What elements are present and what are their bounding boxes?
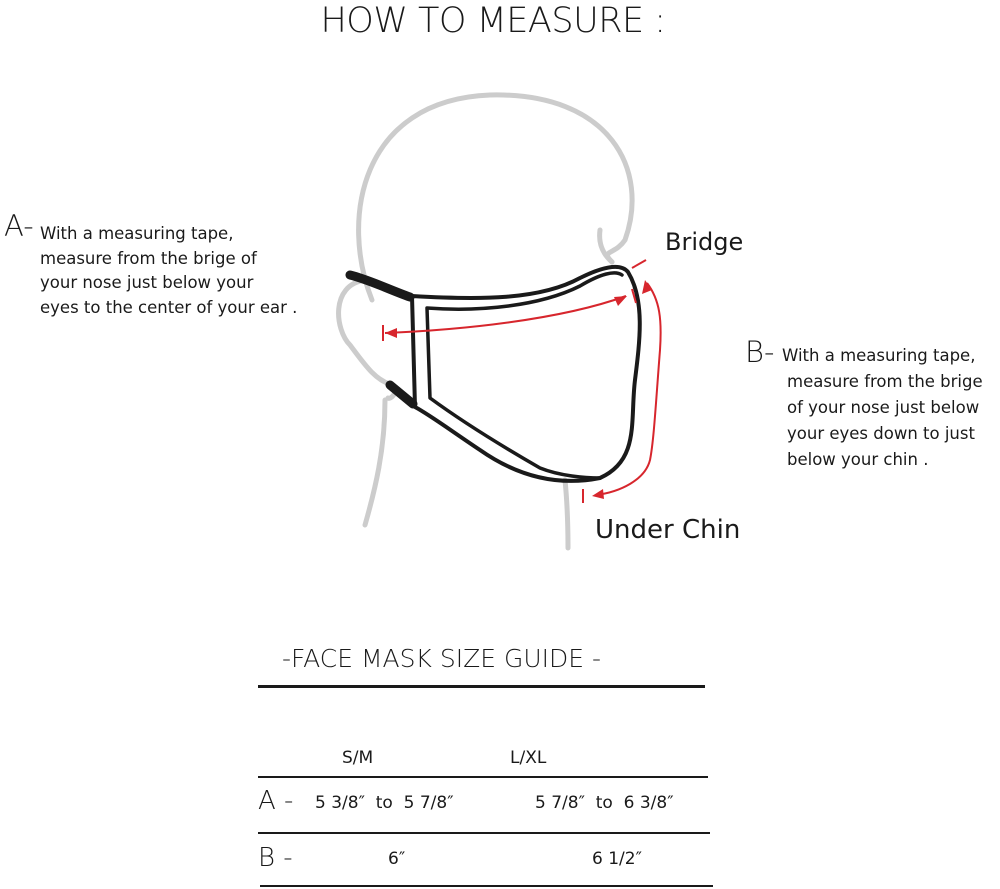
page-title: HOW TO MEASURE :	[320, 1, 666, 41]
cell-b-sm: 6″	[388, 849, 406, 869]
instruction-b-label: B-	[745, 335, 775, 369]
text-line: measure from the brige of	[40, 248, 257, 268]
row-label-a: A -	[258, 786, 294, 816]
text-line: your eyes down to just	[787, 424, 975, 443]
arrow-b	[596, 283, 661, 495]
title-rule	[258, 685, 705, 688]
instruction-a-text	[40, 222, 297, 320]
instruction-a-label: A-	[4, 209, 34, 243]
text-line: below your chin .	[787, 450, 929, 469]
row-divider	[258, 776, 708, 778]
bridge-label: Bridge	[665, 228, 744, 256]
column-header-sm: S/M	[342, 748, 374, 768]
upper-strap	[350, 275, 410, 297]
column-header-lxl: L/XL	[510, 748, 547, 768]
ear-icon	[339, 280, 395, 398]
row-label-b: B -	[258, 843, 293, 873]
text-line: With a measuring tape,	[782, 346, 976, 365]
under-chin-label: Under Chin	[595, 515, 741, 545]
arrow-a	[385, 296, 626, 333]
row-divider	[258, 832, 710, 834]
text-line: of your nose just below	[787, 398, 980, 417]
cell-a-lxl: 5 7/8″ to 6 3/8″	[535, 793, 674, 813]
text-line: measure from the brige	[787, 372, 983, 391]
instruction-b-text	[782, 343, 983, 473]
mask	[350, 267, 640, 481]
text-line: eyes to the center of your ear .	[40, 297, 298, 317]
text-line: With a measuring tape,	[40, 224, 234, 243]
size-guide-title: -FACE MASK SIZE GUIDE -	[282, 644, 602, 673]
cell-b-lxl: 6 1/2″	[592, 849, 642, 869]
row-divider	[260, 885, 713, 887]
cell-a-sm: 5 3/8″ to 5 7/8″	[315, 793, 454, 813]
text-line: your nose just below your	[40, 273, 254, 292]
